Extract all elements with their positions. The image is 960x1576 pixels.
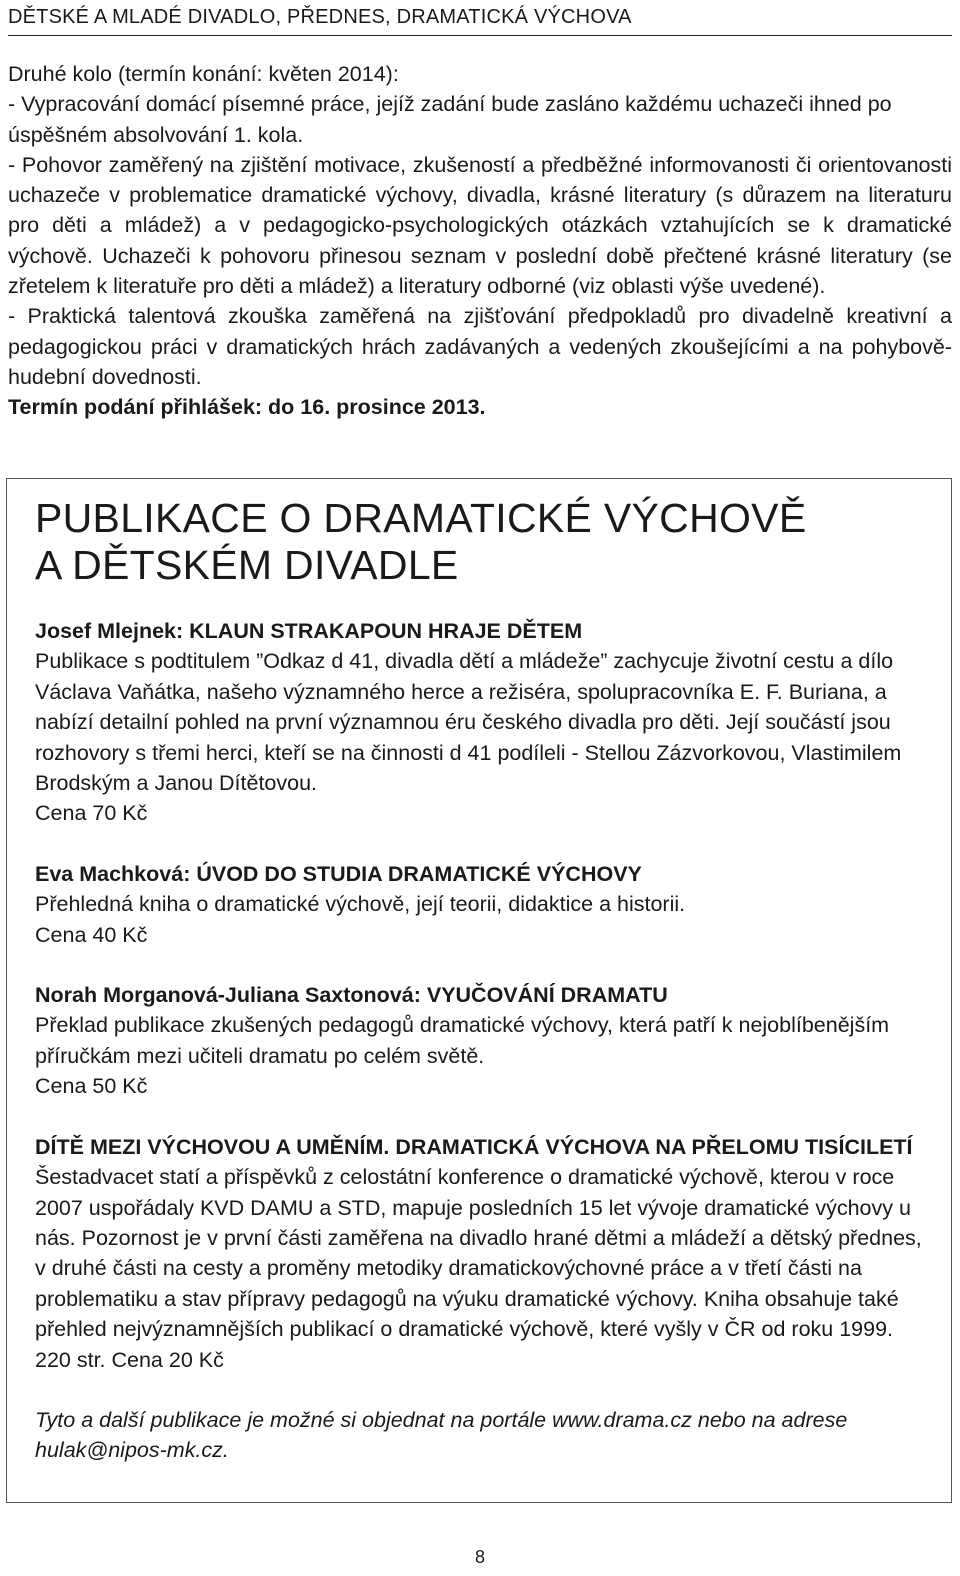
page-number: 8	[474, 1547, 485, 1567]
application-deadline: Termín podání přihlášek: do 16. prosince 2013.	[8, 395, 486, 420]
second-round-heading: Druhé kolo (termín konání: květen 2014):	[8, 62, 399, 86]
publication-description: Přehledná kniha o dramatické výchově, její teorii, didaktice a historii.	[35, 892, 686, 917]
publication-price: Cena 70 Kč	[35, 801, 148, 826]
admission-text	[8, 59, 952, 423]
publication-price: Cena 50 Kč	[35, 1074, 148, 1099]
requirement-written-work: - Vypracování domácí písemné práce, jejíž zadání bude zasláno každému uchazeči ihned po úspěšném absolvování 1. kola.	[8, 92, 892, 147]
publications-title	[35, 495, 925, 589]
publication-item	[35, 859, 925, 950]
requirement-interview: - Pohovor zaměřený na zjištění motivace, zkušeností a předběžné informovanosti či orientovanosti uchazeče v problematice dramatické výchovy, divadla, krásné literatury (s důrazem na literaturu pro děti a mládež) a v pedagogicko-psychologických otázkách vztahujících se k dramatické výchově. Uchazeči k pohovoru přinesou seznam v poslední době přečtené krásné literatury (se zřetelem k literatuře pro děti a mládež) a literatury odborné (viz oblasti výše uvedené).	[8, 152, 952, 299]
publication-description: Šestadvacet statí a příspěvků z celostátní konference o dramatické výchově, kterou v roce 2007 uspořádaly KVD DAMU a STD, mapuje posledních 15 let vývoje dramatické výchovy u nás. Pozornost je v první části zaměřena na divadlo hrané dětmi a mládeží a dětský přednes, v druhé části na cesty a proměny metodiky dramatickovýchovné práce a v třetí části na problematiku a stav přípravy pedagogů na výuku dramatické výchovy. Kniha obsahuje také přehled nejvýznamnějších publikací o dramatické výchově, které vyšly v ČR od roku 1999. 220 str. Cena 20 Kč	[35, 1165, 922, 1372]
publication-heading: Norah Morganová-Juliana Saxtonová: VYUČOVÁNÍ DRAMATU	[35, 983, 668, 1008]
publication-item	[35, 616, 925, 829]
publication-item	[35, 1132, 925, 1375]
publication-heading: DÍTĚ MEZI VÝCHOVOU A UMĚNÍM. DRAMATICKÁ VÝCHOVA NA PŘELOMU TISÍCILETÍ	[35, 1134, 913, 1159]
publications-title-line2: A DĚTSKÉM DIVADLE	[35, 542, 459, 588]
header-divider	[8, 35, 952, 36]
publication-heading: Josef Mlejnek: KLAUN STRAKAPOUN HRAJE DĚTEM	[35, 619, 583, 643]
publication-heading: Eva Machková: ÚVOD DO STUDIA DRAMATICKÉ VÝCHOVY	[35, 861, 642, 886]
publication-description: Publikace s podtitulem ”Odkaz d 41, divadla dětí a mládeže” zachycuje životní cestu a dílo Václava Vaňátka, našeho významného herce a režiséra, spolupracovníka E. F. Buriana, a nabízí detailní pohled na první významnou éru českého divadla pro děti. Její součástí jsou rozhovory s třemi herci, kteří se na činnosti d 41 podíleli - Stellou Zázvorkovou, Vlastimilem Brodským a Janou Dítětovou.	[35, 649, 902, 796]
publications-title-line1: PUBLIKACE O DRAMATICKÉ VÝCHOVĚ	[35, 495, 807, 541]
publication-description: Překlad publikace zkušených pedagogů dramatické výchovy, která patří k nejoblíbenějším příručkám mezi učiteli dramatu po celém světě.	[35, 1013, 890, 1068]
requirement-talent-exam: - Praktická talentová zkouška zaměřená na zjišťování předpokladů pro divadelně kreativní a pedagogickou práci v dramatických hrách zadávaných a vedených zkoušejícími a na pohybově-hudební dovednosti.	[8, 304, 952, 389]
publication-price: Cena 40 Kč	[35, 922, 148, 947]
ordering-note: Tyto a další publikace je možné si objednat na portále www.drama.cz nebo na adrese hulak@nipos-mk.cz.	[35, 1407, 848, 1463]
publication-item	[35, 980, 925, 1102]
publications-box	[6, 478, 952, 1503]
section-header: DĚTSKÉ A MLADÉ DIVADLO, PŘEDNES, DRAMATICKÁ VÝCHOVA	[8, 6, 632, 28]
